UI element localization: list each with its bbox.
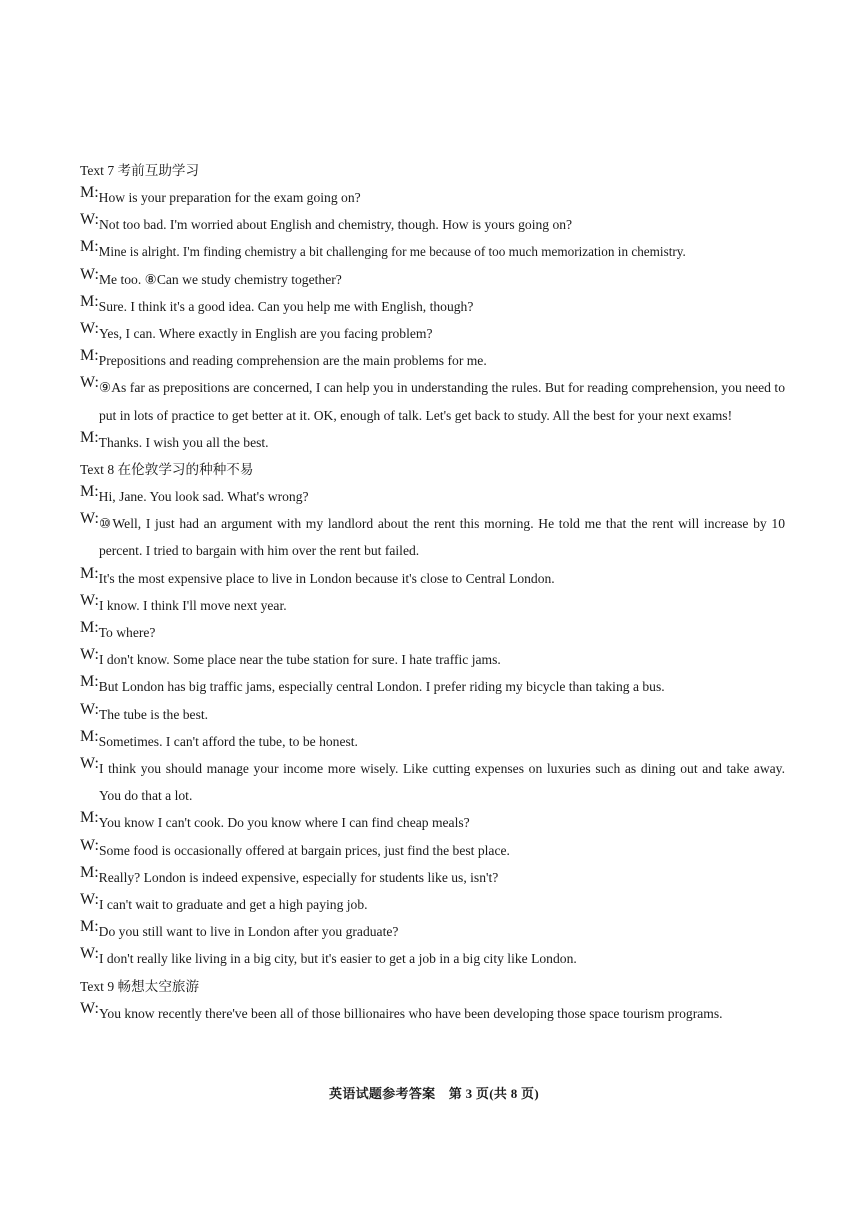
- speaker-label: W:: [80, 999, 99, 1017]
- dialogue-line: [80, 891, 785, 918]
- dialogue-text: Do you still want to live in London after you graduate?: [98, 924, 399, 940]
- speaker-label: M:: [80, 428, 99, 446]
- dialogue-line: [80, 673, 785, 700]
- speaker-label: M:: [80, 184, 99, 201]
- speaker-label: M:: [80, 347, 99, 365]
- dialogue-text: Really? London is indeed expensive, especially for students like us, isn't?: [98, 869, 499, 885]
- dialogue-line: [80, 646, 785, 673]
- speaker-label: M:: [80, 292, 99, 310]
- speaker-label: W:: [80, 374, 99, 392]
- dialogue-line: [80, 837, 785, 864]
- dialogue-line: [80, 510, 785, 564]
- dialogue-text: It's the most expensive place to live in London because it's close to Central London.: [98, 570, 555, 586]
- dialogue-line: [80, 864, 785, 891]
- dialogue-line: [80, 565, 785, 592]
- dialogue-text: You know recently there've been all of those billionaires who have been developing those space tourism programs.: [98, 1005, 723, 1021]
- dialogue-line: [80, 728, 785, 755]
- dialogue-line: [80, 918, 785, 945]
- section-heading-text8: Text 8 在伦敦学习的种种不易: [80, 462, 254, 478]
- dialogue-text: Some food is occasionally offered at bargain prices, just find the best place.: [98, 842, 510, 858]
- speaker-label: W:: [80, 211, 99, 229]
- dialogue-text: But London has big traffic jams, especially central London. I prefer riding my bicycle than taking a bus.: [98, 679, 665, 695]
- dialogue-text: How is your preparation for the exam going on?: [98, 190, 361, 205]
- dialogue-line: [80, 347, 785, 374]
- dialogue-text: I know. I think I'll move next year.: [98, 597, 287, 613]
- dialogue-text: To where?: [98, 625, 156, 641]
- dialogue-line: [80, 238, 785, 265]
- dialogue-text: Thanks. I wish you all the best.: [98, 434, 269, 450]
- dialogue-text: Yes, I can. Where exactly in English are you facing problem?: [98, 326, 433, 342]
- speaker-label: M:: [80, 727, 99, 745]
- speaker-label: M:: [80, 673, 99, 691]
- speaker-label: M:: [80, 238, 99, 256]
- dialogue-line: [80, 483, 785, 510]
- speaker-label: W:: [80, 700, 99, 718]
- dialogue-line: [80, 592, 785, 619]
- dialogue-line: [80, 701, 785, 728]
- speaker-label: W:: [80, 836, 99, 854]
- dialogue-text: Hi, Jane. You look sad. What's wrong?: [98, 489, 309, 505]
- dialogue-text: Me too. ⑧Can we study chemistry together?: [98, 271, 342, 287]
- speaker-label: W:: [80, 945, 99, 963]
- speaker-label: W:: [80, 320, 99, 338]
- dialogue-text: I can't wait to graduate and get a high paying job.: [98, 897, 368, 913]
- dialogue-text: Mine is alright. I'm finding chemistry a bit challenging for me because of too much memorization in chemistry.: [98, 244, 686, 260]
- dialogue-line: [80, 1000, 785, 1027]
- dialogue-line: [80, 945, 785, 972]
- page-footer: 英语试题参考答案 第 3 页(共 8 页): [329, 1086, 539, 1101]
- dialogue-text: Prepositions and reading comprehension are the main problems for me.: [98, 353, 487, 369]
- speaker-label: W:: [80, 510, 99, 528]
- speaker-label: M:: [80, 619, 99, 637]
- speaker-label: M:: [80, 863, 99, 881]
- speaker-label: W:: [80, 591, 99, 609]
- dialogue-text: The tube is the best.: [98, 706, 209, 722]
- dialogue-text: ⑨As far as prepositions are concerned, I can help you in understanding the rules. But for reading comprehension, you need to put in lots of practice to get better at it. OK, enough of talk. Let's get back to study. All the best for your next exams!: [98, 380, 785, 423]
- dialogue-line: [80, 619, 785, 646]
- dialogue-text: ⑩Well, I just had an argument with my landlord about the rent this morning. He told me that the rent will increase by 10 percent. I tried to bargain with him over the rent but failed.: [98, 516, 785, 559]
- section-heading-text9: Text 9 畅想太空旅游: [80, 978, 200, 994]
- speaker-label: W:: [80, 265, 99, 283]
- dialogue-line: [80, 266, 785, 293]
- speaker-label: M:: [80, 918, 99, 936]
- dialogue-line: [80, 184, 785, 211]
- dialogue-text: Sometimes. I can't afford the tube, to be honest.: [98, 733, 358, 749]
- speaker-label: M:: [80, 483, 99, 501]
- dialogue-text: Not too bad. I'm worried about English and chemistry, though. How is yours going on?: [98, 217, 573, 233]
- dialogue-text: You know I can't cook. Do you know where I can find cheap meals?: [98, 815, 470, 831]
- dialogue-text: Sure. I think it's a good idea. Can you help me with English, though?: [98, 298, 474, 314]
- speaker-label: W:: [80, 891, 99, 909]
- speaker-label: W:: [80, 646, 99, 664]
- dialogue-line: [80, 809, 785, 836]
- dialogue-line: [80, 755, 785, 809]
- speaker-label: M:: [80, 809, 99, 827]
- dialogue-text: I don't really like living in a big city, but it's easier to get a job in a big city like London.: [98, 951, 577, 967]
- speaker-label: M:: [80, 564, 99, 582]
- speaker-label: W:: [80, 755, 99, 773]
- document-body: [80, 157, 785, 1027]
- dialogue-line: [80, 211, 785, 238]
- dialogue-line: [80, 374, 785, 428]
- dialogue-text: I think you should manage your income more wisely. Like cutting expenses on luxuries such as dining out and take away. You do that a lot.: [98, 761, 785, 804]
- dialogue-text: I don't know. Some place near the tube station for sure. I hate traffic jams.: [98, 652, 501, 668]
- dialogue-line: [80, 293, 785, 320]
- dialogue-line: [80, 429, 785, 456]
- dialogue-line: [80, 320, 785, 347]
- section-heading-text7: Text 7 考前互助学习: [80, 163, 200, 178]
